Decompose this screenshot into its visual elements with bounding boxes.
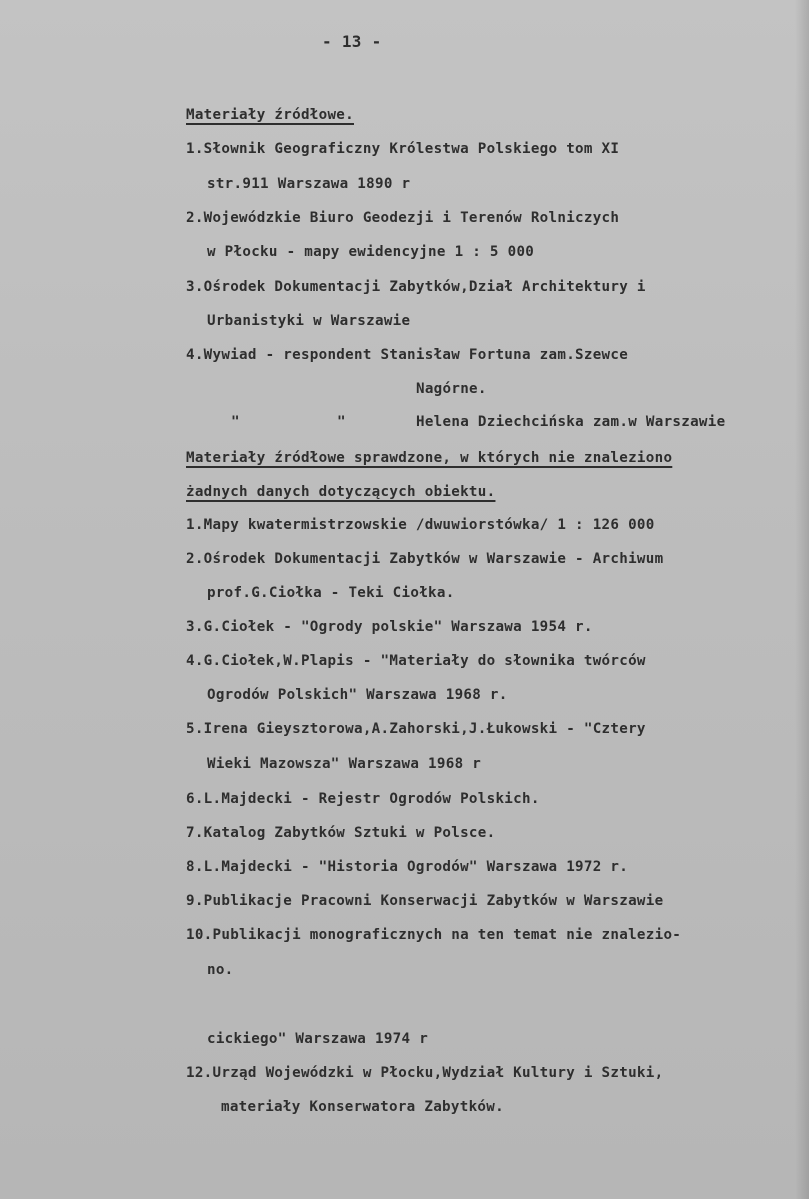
source-line: 3.Ośrodek Dokumentacji Zabytków,Dział Architektury i xyxy=(186,279,646,295)
source-line: 1.Słownik Geograficzny Królestwa Polskiego tom XI xyxy=(186,141,620,157)
ditto-mark: " xyxy=(231,414,240,430)
section-heading-checked: Materiały źródłowe sprawdzone, w których nie znaleziono xyxy=(186,450,673,466)
checked-source-line: Wieki Mazowsza" Warszawa 1968 r xyxy=(207,756,482,772)
source-line: Helena Dziechcińska zam.w Warszawie xyxy=(416,414,726,430)
source-line: Nagórne. xyxy=(416,381,487,397)
checked-source-line: 12.Urząd Wojewódzki w Płocku,Wydział Kultury i Sztuki, xyxy=(186,1065,664,1081)
checked-source-line: 4.G.Ciołek,W.Plapis - "Materiały do słownika twórców xyxy=(186,653,646,669)
checked-source-line: 6.L.Majdecki - Rejestr Ogrodów Polskich. xyxy=(186,791,540,807)
checked-source-line: 10.Publikacji monograficznych na ten temat nie znalezio- xyxy=(186,927,682,943)
source-line: 2.Wojewódzkie Biuro Geodezji i Terenów Rolniczych xyxy=(186,210,620,226)
source-line: 4.Wywiad - respondent Stanisław Fortuna zam.Szewce xyxy=(186,347,629,363)
source-line: str.911 Warszawa 1890 r xyxy=(207,176,411,192)
checked-source-line: 5.Irena Gieysztorowa,A.Zahorski,J.Łukowski - "Cztery xyxy=(186,721,646,737)
source-line: Urbanistyki w Warszawie xyxy=(207,313,411,329)
checked-source-line: 3.G.Ciołek - "Ogrody polskie" Warszawa 1954 r. xyxy=(186,619,593,635)
checked-source-line: no. xyxy=(207,962,234,978)
source-line: w Płocku - mapy ewidencyjne 1 : 5 000 xyxy=(207,244,535,260)
checked-source-line: 2.Ośrodek Dokumentacji Zabytków w Warszawie - Archiwum xyxy=(186,551,664,567)
checked-source-line: Ogrodów Polskich" Warszawa 1968 r. xyxy=(207,687,508,703)
checked-source-line: 7.Katalog Zabytków Sztuki w Polsce. xyxy=(186,825,496,841)
checked-source-line: materiały Konserwatora Zabytków. xyxy=(221,1099,504,1115)
checked-source-line: 9.Publikacje Pracowni Konserwacji Zabytków w Warszawie xyxy=(186,893,664,909)
checked-source-line: cickiego" Warszawa 1974 r xyxy=(207,1031,429,1047)
checked-source-line: 8.L.Majdecki - "Historia Ogrodów" Warszawa 1972 r. xyxy=(186,859,629,875)
ditto-mark: " xyxy=(337,414,346,430)
section-heading-checked: żadnych danych dotyczących obiektu. xyxy=(186,484,496,500)
checked-source-line: prof.G.Ciołka - Teki Ciołka. xyxy=(207,585,455,601)
checked-source-line: 1.Mapy kwatermistrzowskie /dwuwiorstówka/ 1 : 126 000 xyxy=(186,517,655,533)
section-heading-sources: Materiały źródłowe. xyxy=(186,107,354,123)
page-edge-shadow xyxy=(795,0,809,1199)
page-number: - 13 - xyxy=(322,32,382,51)
